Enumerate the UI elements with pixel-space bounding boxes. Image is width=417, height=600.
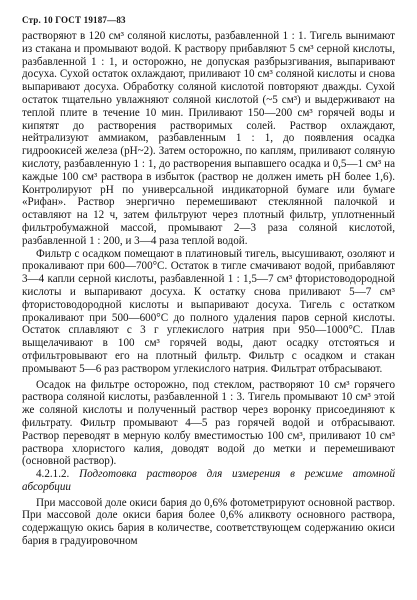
- page-header: Стр. 10 ГОСТ 19187—83: [22, 15, 126, 25]
- paragraph-main-solution: Осадок на фильтре осторожно, под стеклом, растворяют 10 см³ горячего раствора соляной кислоты, разбавленной 1 : 3. Тигель промывают 10 см³ этой же соляной кислоты и полученный раствор через воронку присоединяют к фильтрату. Фильтр промывают 4—5 раз горячей водой и отбрасывают. Раствор переводят в мерную колбу вместимостью 100 см³, приливают 10 см³ раствора хлористого калия, доводят водой до метки и перемешивают (основной раствор).: [22, 378, 395, 468]
- paragraph-photometry: При массовой доле окиси бария до 0,6% фотометрируют основной раствор. При массовой доле окиси бария более 0,6% аликвоту основного раствора, содержащую окись бария в количестве, соответствующем содержанию окиси бария в градуировочном: [22, 496, 395, 548]
- section-number: 4.2.1.2.: [36, 468, 70, 481]
- section-title: Подготовка растворов для измерения в режиме атомной абсорбции: [22, 468, 396, 493]
- document-body: [22, 30, 395, 548]
- paragraph-dissolution: растворяют в 120 см³ соляной кислоты, разбавленной 1 : 1. Тигель вынимают из стакана и промывают водой. К раствору прибавляют 5 см³ серной кислоты, разбавленной 1 : 1, и осторожно, не допуская разбрызгивания, выпаривают досуха. Сухой остаток охлаждают, приливают 10 см³ соляной кислоты и снова выпаривают досуха. Обработку соляной кислотой повторяют дважды. Сухой остаток тщательно увлажняют соляной кислотой (~5 см³) и выдерживают на теплой плите в течение 10 мин. Приливают 150—200 см³ горячей воды и кипятят до растворения растворимых солей. Раствор охлаждают, нейтрализуют аммиаком, разбавленным 1 : 1, до появления осадка гидроокисей железа (рН~2). Затем осторожно, по каплям, приливают соляную кислоту, разбавленную 1 : 1, до растворения выпавшего осадка и 0,5—1 см³ на каждые 100 см³ раствора в избыток (раствор не должен иметь pH более 1,6). Контролируют рН по универсальной индикаторной бумаге или бумаге «Рифан». Раствор энергично перемешивают стеклянной палочкой и оставляют на 12 ч, затем фильтруют через плотный фильтр, уплотненный фильтробумажной массой, промывают 2—3 раза соляной кислотой, разбавленной 1 : 200, и 3—4 раза теплой водой.: [22, 30, 395, 247]
- paragraph-filter-treatment: Фильтр с осадком помещают в платиновый тигель, высушивают, озоляют и прокаливают при 600—700°С. Остаток в тигле смачивают водой, прибавляют 3—4 капли серной кислоты, разбавленной 1 : 1,5—7 см³ фтористоводородной кислоты и выпаривают досуха. К остатку снова приливают 5—7 см³ фтористоводородной кислоты и выпаривают досуха. Тигель с остатком прокаливают при 500—600°С до полного удаления паров серной кислоты. Остаток сплавляют с 3 г углекислого натрия при 950—1000°С. Плав выщелачивают в 100 см³ горячей воды, дают осадку отстояться и отфильтровывают его на плотный фильтр. Фильтр с осадком и стакан промывают 5—6 раз раствором углекислого натрия. Фильтрат отбрасывают.: [22, 247, 395, 375]
- section-heading-4-2-1-2: [22, 468, 395, 494]
